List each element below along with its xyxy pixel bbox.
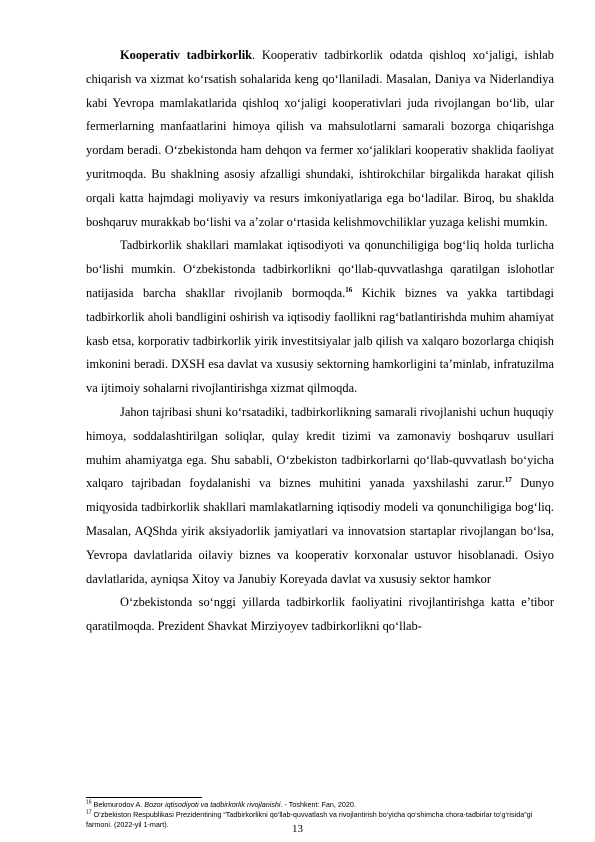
footnote-ref-16[interactable]: 16 <box>345 285 353 294</box>
page-number: 13 <box>292 823 303 835</box>
paragraph-text: Jahon tajribasi shuni ko‘rsatadiki, tadbirkorlikning samarali rivojlanishi uchun huquqiy himoya, soddalashtirilgan soliqlar, qulay kredit tizimi va zamonaviy boshqaruv usullari muhim ahamiyatga ega. Shu sababli, O‘zbekiston tadbirkorlarni qo‘llab-quvvatlash bo‘yicha xalqaro tajribadan foydalanishi va biznes muhitini yanada yaxshilashi zarur. <box>86 404 554 491</box>
paragraph-uzbekistan <box>86 591 554 639</box>
body-text <box>86 44 554 639</box>
footnote-divider <box>86 797 202 798</box>
footnote-16 <box>86 800 556 810</box>
paragraph-text: O‘zbekistonda so‘nggi yillarda tadbirkorlik faoliyatini rivojlantirishga katta e’tibor qaratilmoqda. Prezident Shavkat Mirziyoyev tadbirkorlikni qo‘llab- <box>86 595 554 634</box>
footnote-text: O‘zbekiston Respublikasi Prezidentining “Tadbirkorlikni qo‘llab-quvvatlash va rivojlantirish bo‘yicha qo‘shimcha chora-tadbirlar to‘g‘risida”gi farmoni. (2022-yil 1-mart). <box>86 810 533 829</box>
paragraph-world-experience <box>86 401 554 591</box>
paragraph-text: Dunyo miqyosida tadbirkorlik shakllari mamlakatlarning iqtisodiy modeli va qonunchiligiga bog‘liq. Masalan, AQShda yirik aksiyadorlik jamiyatlari va innovatsion startaplar rivojlangan bo‘lsa, Yevropa davlatlarida oilaviy biznes va kooperativ korxonalar ustuvor hisoblanadi. Osiyo davlatlarida, ayniqsa Xitoy va Janubiy Koreyada davlat va xususiy sektor hamkor <box>86 476 555 586</box>
paragraph-text: . Kooperativ tadbirkorlik odatda qishloq xo‘jaligi, ishlab chiqarish va xizmat ko‘rsatish sohalarida keng qo‘llaniladi. Masalan, Daniya va Niderlandiya kabi Yevropa mamlakatlarida qishloq xo‘jaligi kooperativlari juda rivojlangan bo‘lib, ular fermerlarning manfaatlarini himoya qilish va mahsulotlarni samarali bozorga chiqarishga yordam beradi. O‘zbekistonda ham dehqon va fermer xo‘jaliklari kooperativ shaklida faoliyat yuritmoqda. Bu shaklning asosiy afzalligi shundaki, ishtirokchilar birgalikda harakat qilish orqali katta hajmdagi moliyaviy va resurs imkoniyatlariga ega bo‘ladilar. Biroq, bu shaklda boshqaruv murakkab bo‘lishi va a’zolar o‘rtasida kelishmovchiliklar yuzaga kelishi mumkin. <box>86 48 554 229</box>
paragraph-text: Kichik biznes va yakka tartibdagi tadbirkorlik aholi bandligini oshirish va iqtisodiy faollikni rag‘batlantirishda muhim ahamiyat kasb etsa, korporativ tadbirkorlik yirik investitsiyalar jalb qilish va xalqaro bozorlarga chiqish imkonini beradi. DXSH esa davlat va xususiy sektorning hamkorligini ta’minlab, infratuzilma va ijtimoiy sohalarni rivojlantirishga xizmat qilmoqda. <box>86 285 554 396</box>
footnote-title: Bozor iqtisodiyoti va tadbirkorlik rivojlanishi <box>144 800 281 809</box>
footnote-number: 16 <box>86 799 92 806</box>
footnote-ref-17[interactable]: 17 <box>504 476 512 485</box>
footnote-author: Bekmurodov A. <box>91 800 145 809</box>
paragraph-lead-term: Kooperativ tadbirkorlik <box>120 48 253 62</box>
footnote-text: . - Toshkent: Fan, 2020. <box>280 800 356 809</box>
paragraph-text: Tadbirkorlik shakllari mamlakat iqtisodiyoti va qonunchiligiga bog‘liq holda turlicha bo‘lishi mumkin. O‘zbekistonda tadbirkorlikni qo‘llab-quvvatlashga qaratilgan islohotlar natijasida barcha shakllar rivojlanib bormoqda. <box>86 238 554 300</box>
paragraph-forms <box>86 234 554 401</box>
paragraph-cooperative <box>86 44 554 234</box>
footnote-number: 17 <box>86 809 92 816</box>
